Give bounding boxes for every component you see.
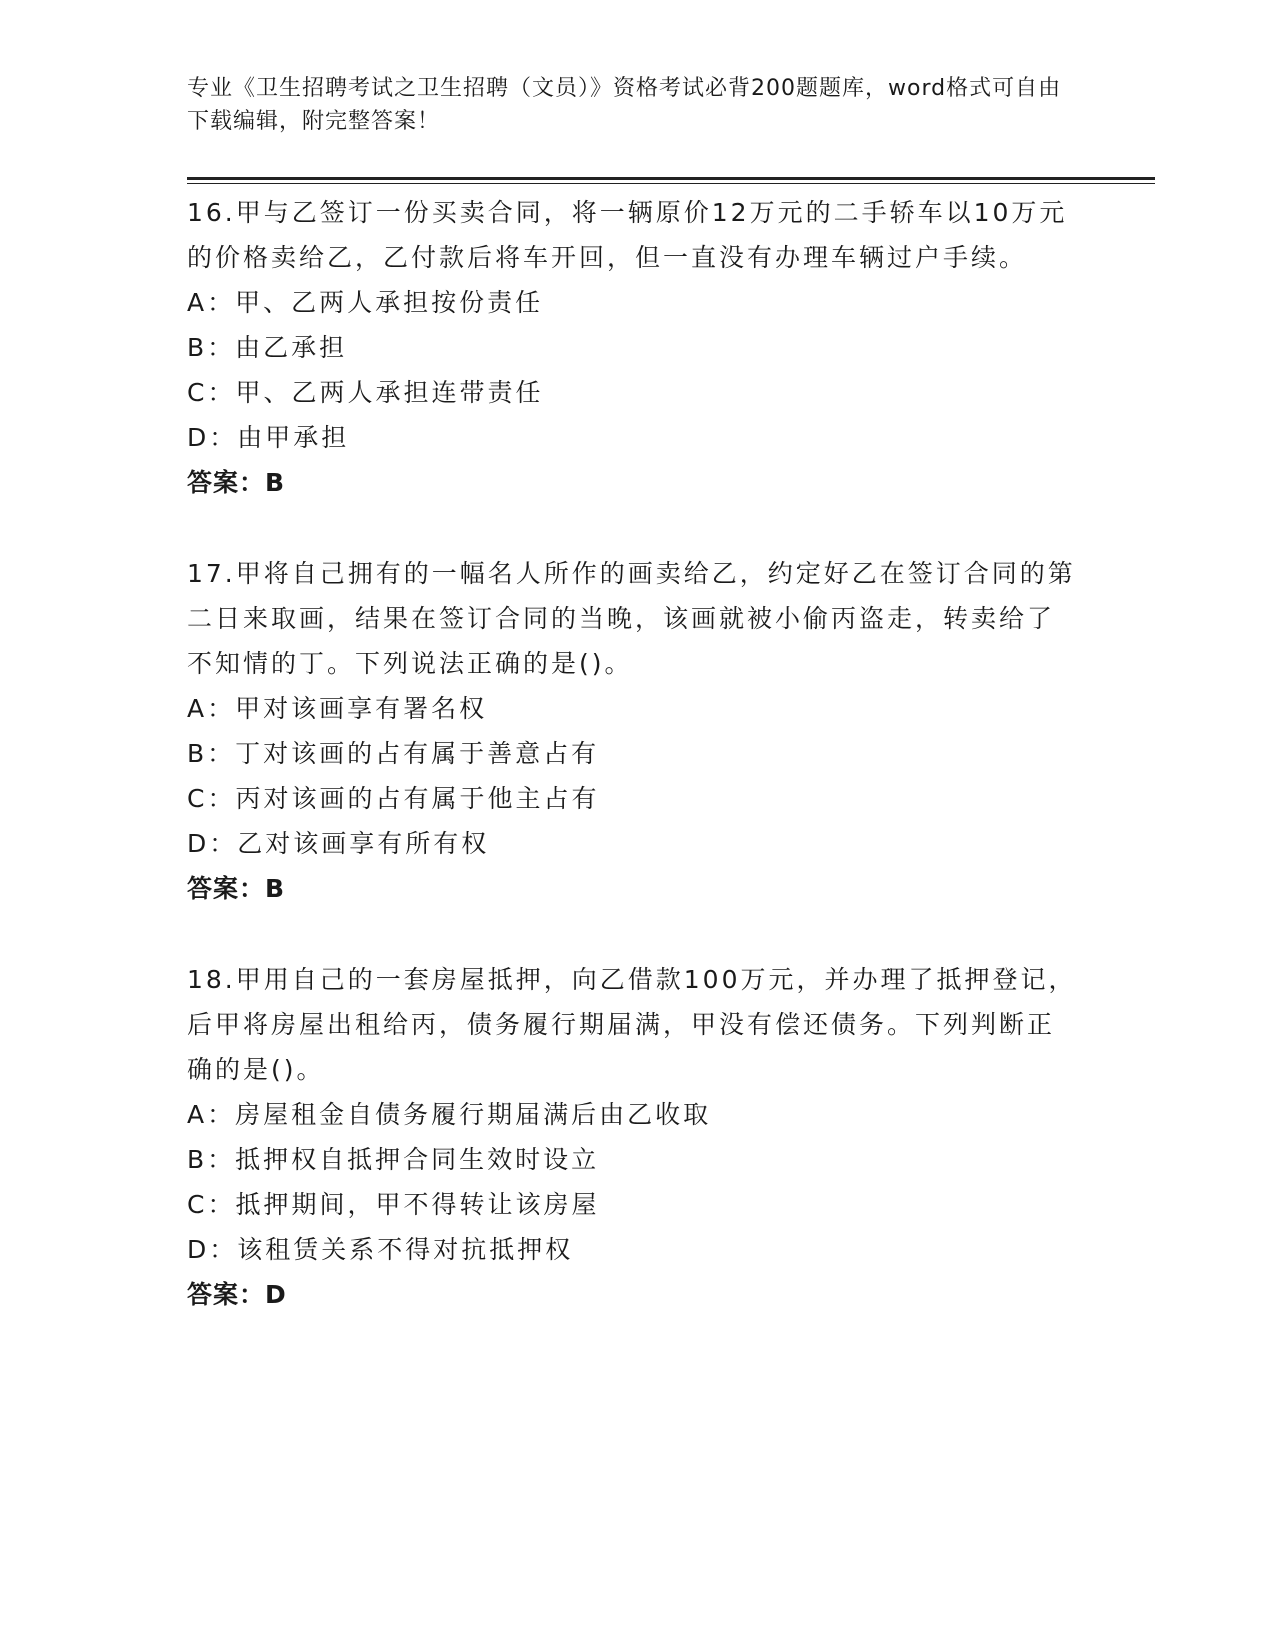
question-list bbox=[187, 190, 1077, 1363]
option-a: A：甲、乙两人承担按份责任 bbox=[187, 288, 544, 317]
question-18 bbox=[187, 957, 1077, 1317]
header-divider-thin bbox=[187, 183, 1155, 184]
option-c: C：甲、乙两人承担连带责任 bbox=[187, 378, 544, 407]
option-d: D：该租赁关系不得对抗抵押权 bbox=[187, 1235, 574, 1264]
answer-line: 答案：D bbox=[187, 1280, 287, 1309]
question-stem: 17.甲将自己拥有的一幅名人所作的画卖给乙，约定好乙在签订合同的第二日来取画，结果在签订合同的当晚，该画就被小偷丙盗走，转卖给了不知情的丁。下列说法正确的是()。 bbox=[187, 559, 1076, 678]
answer-line: 答案：B bbox=[187, 468, 286, 497]
option-a: A：甲对该画享有署名权 bbox=[187, 694, 488, 723]
option-c: C：丙对该画的占有属于他主占有 bbox=[187, 784, 600, 813]
answer-line: 答案：B bbox=[187, 874, 286, 903]
question-17 bbox=[187, 551, 1077, 911]
question-stem: 18.甲用自己的一套房屋抵押，向乙借款100万元，并办理了抵押登记，后甲将房屋出租给丙，债务履行期届满，甲没有偿还债务。下列判断正确的是()。 bbox=[187, 965, 1077, 1084]
question-16 bbox=[187, 190, 1077, 505]
question-stem: 16.甲与乙签订一份买卖合同，将一辆原价12万元的二手轿车以10万元的价格卖给乙，乙付款后将车开回，但一直没有办理车辆过户手续。 bbox=[187, 198, 1068, 272]
header-divider-thick bbox=[187, 177, 1155, 180]
document-header: 专业《卫生招聘考试之卫生招聘（文员）》资格考试必背200题题库，word格式可自由下载编辑，附完整答案！ bbox=[187, 76, 1062, 134]
option-b: B：丁对该画的占有属于善意占有 bbox=[187, 739, 600, 768]
option-c: C：抵押期间，甲不得转让该房屋 bbox=[187, 1190, 600, 1219]
option-a: A：房屋租金自债务履行期届满后由乙收取 bbox=[187, 1100, 712, 1129]
option-d: D：乙对该画享有所有权 bbox=[187, 829, 490, 858]
option-b: B：由乙承担 bbox=[187, 333, 348, 362]
option-d: D：由甲承担 bbox=[187, 423, 350, 452]
option-b: B：抵押权自抵押合同生效时设立 bbox=[187, 1145, 600, 1174]
